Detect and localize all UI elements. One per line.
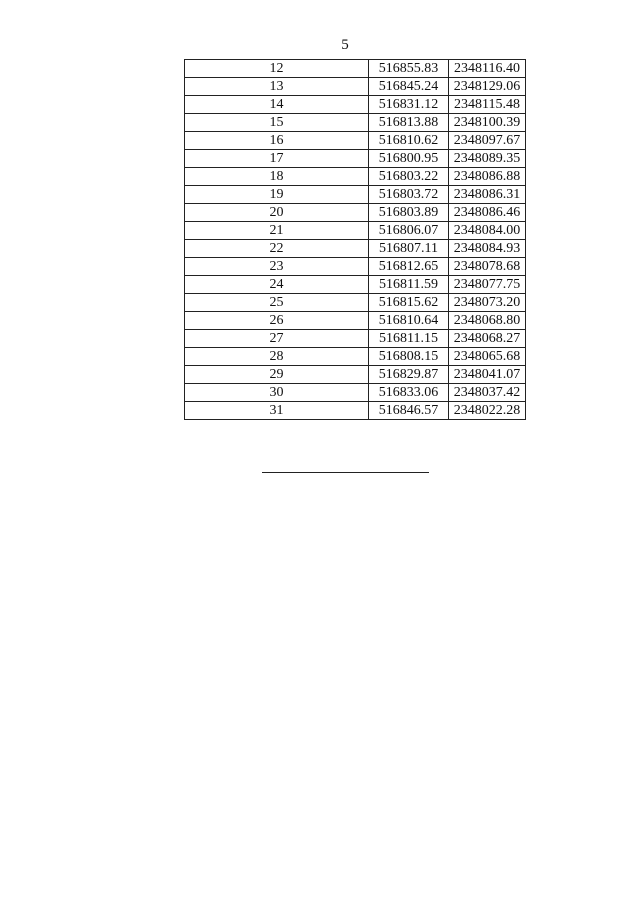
point-number-cell: 19 (185, 186, 369, 204)
x-coordinate-cell: 516806.07 (369, 222, 449, 240)
x-coordinate-cell: 516810.62 (369, 132, 449, 150)
table-row (185, 294, 526, 312)
table-row (185, 276, 526, 294)
x-coordinate-cell: 516803.22 (369, 168, 449, 186)
point-number-cell: 29 (185, 366, 369, 384)
table-row (185, 150, 526, 168)
y-coordinate-cell: 2348086.46 (449, 204, 526, 222)
x-coordinate-cell: 516833.06 (369, 384, 449, 402)
x-coordinate-cell: 516845.24 (369, 78, 449, 96)
table-row (185, 132, 526, 150)
point-number-cell: 31 (185, 402, 369, 420)
y-coordinate-cell: 2348115.48 (449, 96, 526, 114)
y-coordinate-cell: 2348084.00 (449, 222, 526, 240)
x-coordinate-cell: 516811.59 (369, 276, 449, 294)
point-number-cell: 27 (185, 330, 369, 348)
x-coordinate-cell: 516831.12 (369, 96, 449, 114)
point-number-cell: 20 (185, 204, 369, 222)
table-row (185, 348, 526, 366)
x-coordinate-cell: 516829.87 (369, 366, 449, 384)
table-row (185, 384, 526, 402)
table-row (185, 204, 526, 222)
x-coordinate-cell: 516810.64 (369, 312, 449, 330)
closing-rule (262, 472, 429, 473)
y-coordinate-cell: 2348116.40 (449, 60, 526, 78)
point-number-cell: 17 (185, 150, 369, 168)
point-number-cell: 16 (185, 132, 369, 150)
page-number: 5 (341, 37, 349, 53)
table-row (185, 330, 526, 348)
x-coordinate-cell: 516803.72 (369, 186, 449, 204)
x-coordinate-cell: 516846.57 (369, 402, 449, 420)
x-coordinate-cell: 516811.15 (369, 330, 449, 348)
y-coordinate-cell: 2348065.68 (449, 348, 526, 366)
table-row (185, 96, 526, 114)
point-number-cell: 30 (185, 384, 369, 402)
point-number-cell: 26 (185, 312, 369, 330)
table-row (185, 258, 526, 276)
x-coordinate-cell: 516808.15 (369, 348, 449, 366)
x-coordinate-cell: 516807.11 (369, 240, 449, 258)
y-coordinate-cell: 2348086.31 (449, 186, 526, 204)
y-coordinate-cell: 2348022.28 (449, 402, 526, 420)
x-coordinate-cell: 516855.83 (369, 60, 449, 78)
y-coordinate-cell: 2348084.93 (449, 240, 526, 258)
x-coordinate-cell: 516800.95 (369, 150, 449, 168)
y-coordinate-cell: 2348068.27 (449, 330, 526, 348)
table-row (185, 114, 526, 132)
point-number-cell: 14 (185, 96, 369, 114)
coordinates-table-body (185, 60, 526, 420)
y-coordinate-cell: 2348077.75 (449, 276, 526, 294)
y-coordinate-cell: 2348129.06 (449, 78, 526, 96)
table-row (185, 78, 526, 96)
y-coordinate-cell: 2348037.42 (449, 384, 526, 402)
point-number-cell: 15 (185, 114, 369, 132)
coordinates-table (184, 59, 526, 420)
y-coordinate-cell: 2348078.68 (449, 258, 526, 276)
table-row (185, 186, 526, 204)
point-number-cell: 13 (185, 78, 369, 96)
x-coordinate-cell: 516812.65 (369, 258, 449, 276)
y-coordinate-cell: 2348086.88 (449, 168, 526, 186)
point-number-cell: 28 (185, 348, 369, 366)
table-row (185, 402, 526, 420)
table-row (185, 222, 526, 240)
x-coordinate-cell: 516803.89 (369, 204, 449, 222)
point-number-cell: 24 (185, 276, 369, 294)
table-row (185, 366, 526, 384)
point-number-cell: 21 (185, 222, 369, 240)
point-number-cell: 18 (185, 168, 369, 186)
y-coordinate-cell: 2348100.39 (449, 114, 526, 132)
point-number-cell: 23 (185, 258, 369, 276)
y-coordinate-cell: 2348089.35 (449, 150, 526, 168)
y-coordinate-cell: 2348073.20 (449, 294, 526, 312)
table-row (185, 60, 526, 78)
y-coordinate-cell: 2348097.67 (449, 132, 526, 150)
x-coordinate-cell: 516813.88 (369, 114, 449, 132)
point-number-cell: 22 (185, 240, 369, 258)
x-coordinate-cell: 516815.62 (369, 294, 449, 312)
table-row (185, 168, 526, 186)
y-coordinate-cell: 2348068.80 (449, 312, 526, 330)
y-coordinate-cell: 2348041.07 (449, 366, 526, 384)
table-row (185, 312, 526, 330)
point-number-cell: 12 (185, 60, 369, 78)
point-number-cell: 25 (185, 294, 369, 312)
table-row (185, 240, 526, 258)
